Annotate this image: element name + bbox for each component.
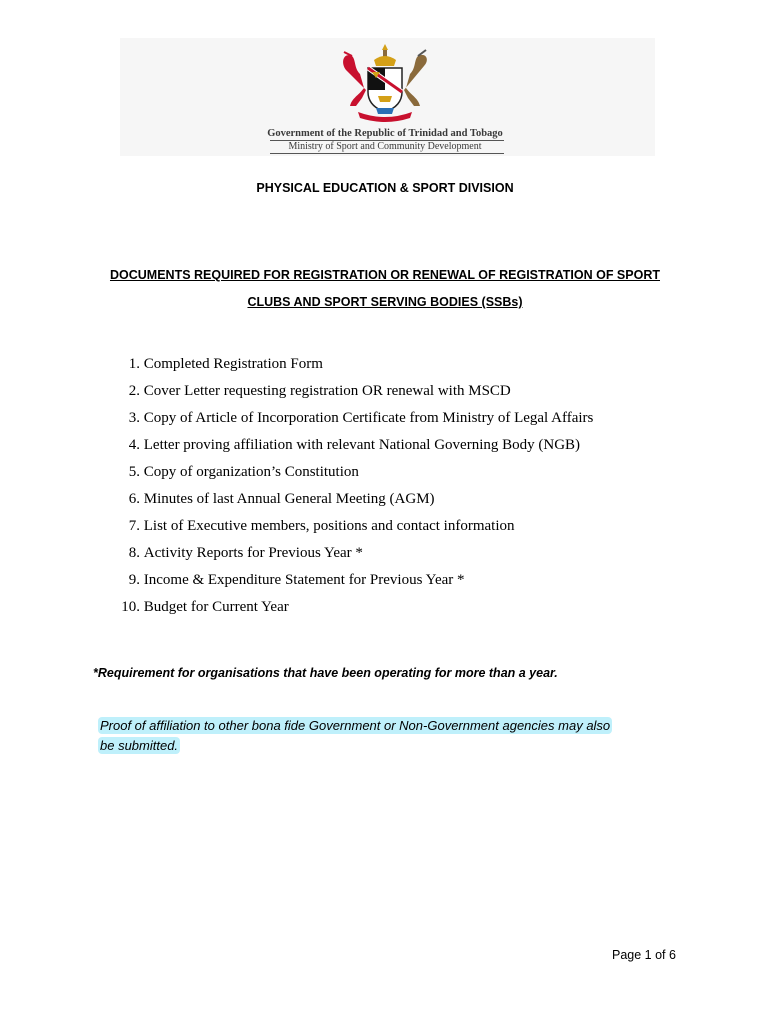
item-number: 10. [121, 599, 140, 615]
coat-of-arms-icon [338, 40, 432, 126]
required-documents-list [110, 352, 593, 622]
item-number: 6. [128, 491, 140, 507]
proof-note [98, 716, 678, 756]
item-number: 7. [128, 518, 140, 534]
item-text: Completed Registration Form [143, 356, 323, 372]
item-text: Copy of organization’s Constitution [143, 464, 359, 480]
item-text: Income & Expenditure Statement for Previous Year * [143, 572, 465, 588]
heading-line: CLUBS AND SPORT SERVING BODIES (SSBs) [247, 295, 523, 309]
item-number: 1. [128, 356, 140, 372]
item-number: 9. [128, 572, 140, 588]
item-text: Activity Reports for Previous Year * [143, 545, 363, 561]
highlighted-text: Proof of affiliation to other bona fide Government or Non-Government agencies may also [100, 718, 611, 733]
government-name: Government of the Republic of Trinidad and Tobago [267, 128, 503, 139]
list-item [110, 514, 593, 541]
item-text: List of Executive members, positions and contact information [143, 518, 515, 534]
item-text: Cover Letter requesting registration OR renewal with MSCD [143, 383, 511, 399]
requirement-note: *Requirement for organisations that have been operating for more than a year. [93, 666, 558, 680]
list-item [110, 541, 593, 568]
division-title: PHYSICAL EDUCATION & SPORT DIVISION [256, 181, 514, 195]
list-item [110, 433, 593, 460]
letterhead-rule [270, 153, 504, 154]
item-text: Copy of Article of Incorporation Certificate from Ministry of Legal Affairs [143, 410, 594, 426]
item-number: 5. [128, 464, 140, 480]
document-heading [60, 262, 710, 316]
heading-line: DOCUMENTS REQUIRED FOR REGISTRATION OR RENEWAL OF REGISTRATION OF SPORT [109, 268, 660, 282]
list-item [110, 352, 593, 379]
item-text: Budget for Current Year [143, 599, 289, 615]
page-number: Page 1 of 6 [612, 948, 676, 962]
list-item [110, 568, 593, 595]
item-number: 8. [128, 545, 140, 561]
ministry-name: Ministry of Sport and Community Development [288, 141, 482, 152]
item-number: 2. [128, 383, 140, 399]
list-item [110, 460, 593, 487]
item-number: 4. [128, 437, 140, 453]
list-item [110, 595, 593, 622]
list-item [110, 406, 593, 433]
list-item [110, 379, 593, 406]
highlighted-text: be submitted. [100, 738, 179, 753]
item-text: Letter proving affiliation with relevant National Governing Body (NGB) [143, 437, 581, 453]
list-item [110, 487, 593, 514]
item-number: 3. [128, 410, 140, 426]
item-text: Minutes of last Annual General Meeting (AGM) [143, 491, 435, 507]
